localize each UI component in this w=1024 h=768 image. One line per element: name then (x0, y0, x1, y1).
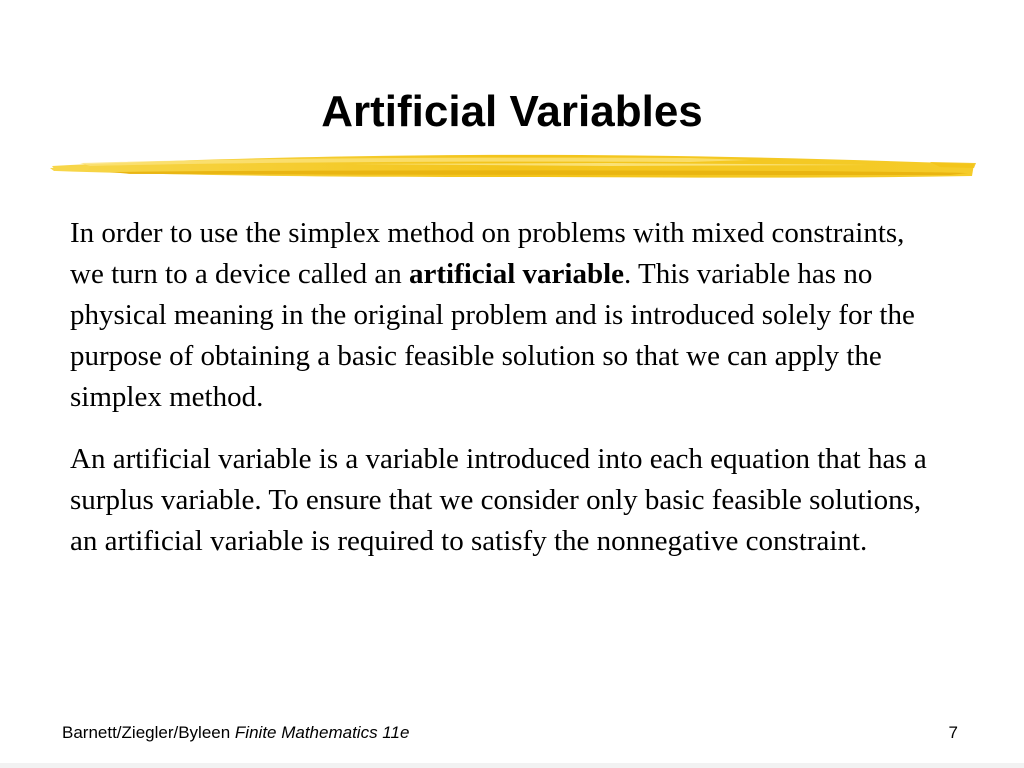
footer-book-title: Finite Mathematics 11e (234, 723, 410, 742)
slide-page-number: 7 (948, 723, 958, 742)
footer-authors: Barnett/Ziegler/Byleen (62, 723, 235, 742)
paragraph1-text-before: In order to use the simplex method on problems with mixed constraints, we turn to a device called an (70, 217, 905, 290)
footer-citation (62, 722, 409, 744)
paragraph-artificial-variable-definition: An artificial variable is a variable introduced into each equation that has a surplus variable. To ensure that we consider only basic feasible solutions, an artificial variable is required to satisfy the nonnegative constraint. (70, 443, 927, 557)
slide-title: Artificial Variables (321, 87, 703, 136)
brush-stroke-underline (50, 146, 976, 186)
paragraph1-text-after: . This variable has no physical meaning in the original problem and is introduced solely for the purpose of obtaining a basic feasible solution so that we can apply the simplex method. (70, 258, 915, 413)
term-artificial-variable: artificial variable (408, 258, 625, 290)
paragraph-artificial-variable-intro (70, 213, 940, 418)
slide-body (70, 213, 940, 583)
bottom-divider (0, 763, 1024, 768)
